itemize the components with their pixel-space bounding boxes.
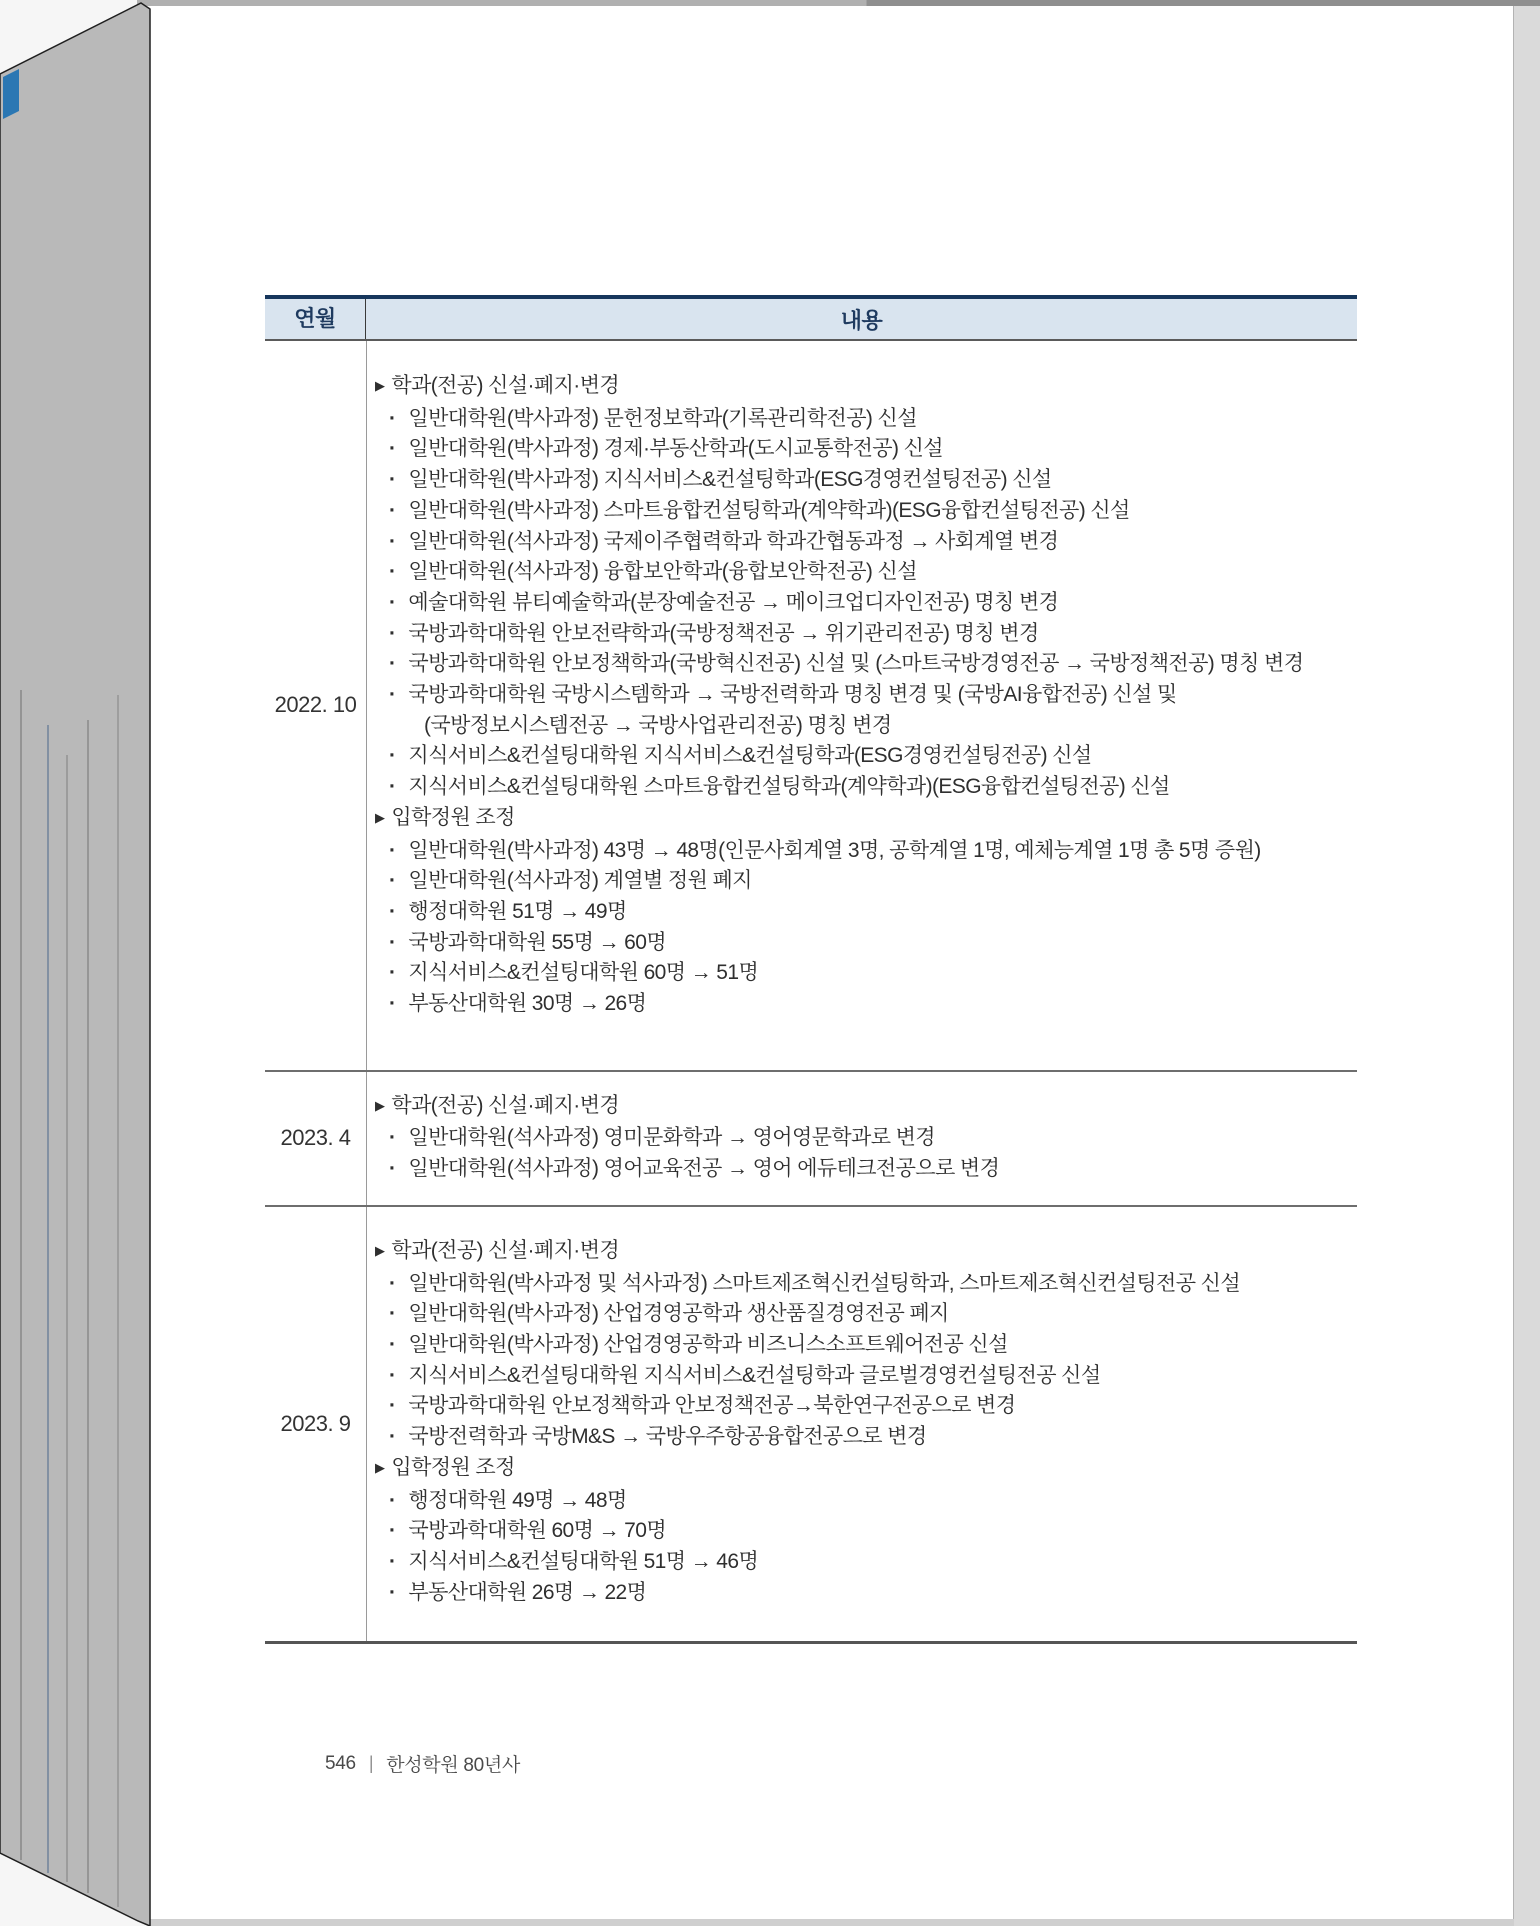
row-content xyxy=(366,341,1357,1070)
line-text: (국방정보시스템전공 → 국방사업관리전공) 명칭 변경 xyxy=(424,713,892,737)
content-line xyxy=(367,1516,1357,1547)
dot-bullet-icon: · xyxy=(389,1271,396,1295)
history-table xyxy=(265,295,1357,1644)
line-text: 일반대학원(박사과정) 지식서비스&컨설팅학과(ESG경영컨설팅전공) 신설 xyxy=(408,468,1052,492)
dot-bullet-icon: · xyxy=(389,468,396,492)
content-line xyxy=(367,1486,1357,1517)
table-row xyxy=(265,1070,1357,1205)
content-line xyxy=(367,1453,1357,1486)
line-text: 일반대학원(석사과정) 국제이주협력학과 학과간협동과정 → 사회계열 변경 xyxy=(408,529,1059,553)
triangle-bullet-icon: ▶ xyxy=(375,378,385,393)
content-line xyxy=(367,803,1357,836)
footer-page-number: 546 xyxy=(325,1752,356,1774)
dot-bullet-icon: · xyxy=(389,899,396,923)
triangle-bullet-icon: ▶ xyxy=(375,1097,385,1113)
content-line xyxy=(367,1269,1357,1300)
content-line xyxy=(367,1091,1357,1124)
line-text: 일반대학원(석사과정) 계열별 정원 폐지 xyxy=(408,869,752,893)
line-text: 지식서비스&컨설팅대학원 60명 → 51명 xyxy=(408,961,759,985)
dot-bullet-icon: · xyxy=(389,1488,396,1512)
line-text: 일반대학원(석사과정) 영어교육전공 → 영어 에듀테크전공으로 변경 xyxy=(408,1157,1000,1181)
dot-bullet-icon: · xyxy=(389,529,396,553)
table-header-row xyxy=(265,299,1357,341)
row-ym-label: 2023. 4 xyxy=(280,1125,351,1151)
dot-bullet-icon: · xyxy=(389,1394,396,1418)
content-line xyxy=(367,1154,1357,1185)
dot-bullet-icon: · xyxy=(389,1126,396,1150)
table-row xyxy=(265,341,1357,1070)
content-line xyxy=(367,958,1357,989)
dot-bullet-icon: · xyxy=(389,1157,396,1181)
line-text: 입학정원 조정 xyxy=(391,1455,515,1479)
dot-bullet-icon: · xyxy=(389,1580,396,1604)
line-text: 지식서비스&컨설팅대학원 스마트융합컨설팅학과(계약학과)(ESG융합컨설팅전공) 신설 xyxy=(408,775,1170,799)
content-line xyxy=(367,741,1357,772)
header-ym: 연월 xyxy=(265,299,366,339)
dot-bullet-icon: · xyxy=(389,590,396,614)
content-line xyxy=(367,527,1357,558)
content-line xyxy=(367,496,1357,527)
header-content: 내용 xyxy=(840,307,883,333)
content-line xyxy=(367,404,1357,435)
book-pages-graphic xyxy=(0,0,170,1926)
page-right-edge xyxy=(1513,6,1540,1926)
line-text: 국방과학대학원 60명 → 70명 xyxy=(408,1519,666,1543)
page-footer xyxy=(325,1750,520,1777)
triangle-bullet-icon: ▶ xyxy=(375,1242,385,1258)
content-line xyxy=(367,989,1357,1020)
page-top-edge xyxy=(137,0,1540,6)
dot-bullet-icon: · xyxy=(389,1302,396,1326)
line-text: 지식서비스&컨설팅대학원 지식서비스&컨설팅학과(ESG경영컨설팅전공) 신설 xyxy=(408,744,1092,768)
line-text: 부동산대학원 30명 → 26명 xyxy=(408,992,647,1016)
page-bottom-edge xyxy=(150,1919,1514,1926)
dot-bullet-icon: · xyxy=(389,621,396,645)
line-text: 행정대학원 51명 → 49명 xyxy=(408,899,627,923)
line-text: 일반대학원(박사과정) 산업경영공학과 비즈니스소프트웨어전공 신설 xyxy=(408,1332,1008,1356)
content-line xyxy=(367,772,1357,803)
content-line xyxy=(367,557,1357,588)
footer-book-title: 한성학원 80년사 xyxy=(386,1755,521,1776)
row-content xyxy=(366,1072,1357,1205)
dot-bullet-icon: · xyxy=(389,869,396,893)
line-text: 일반대학원(박사과정) 스마트융합컨설팅학과(계약학과)(ESG융합컨설팅전공) 신설 xyxy=(408,498,1130,522)
dot-bullet-icon: · xyxy=(389,961,396,985)
dot-bullet-icon: · xyxy=(389,775,396,799)
content-line xyxy=(367,1547,1357,1578)
bookmark-tab-icon xyxy=(3,69,19,119)
content-line xyxy=(367,1578,1357,1609)
dot-bullet-icon: · xyxy=(389,560,396,584)
content-line xyxy=(367,1422,1357,1453)
footer-separator: | xyxy=(368,1753,374,1773)
row-ym-label: 2023. 9 xyxy=(280,1411,351,1437)
content-line xyxy=(367,1330,1357,1361)
content-line xyxy=(367,928,1357,959)
triangle-bullet-icon: ▶ xyxy=(375,1459,385,1475)
dot-bullet-icon: · xyxy=(389,1363,396,1387)
line-text: 국방과학대학원 국방시스템학과 → 국방전력학과 명칭 변경 및 (국방AI융합전공) 신설 및 xyxy=(408,683,1177,707)
line-text: 일반대학원(석사과정) 영미문화학과 → 영어영문학과로 변경 xyxy=(408,1126,935,1150)
line-text: 지식서비스&컨설팅대학원 지식서비스&컨설팅학과 글로벌경영컨설팅전공 신설 xyxy=(408,1363,1101,1387)
line-text: 일반대학원(박사과정) 경제·부동산학과(도시교통학전공) 신설 xyxy=(408,437,943,461)
content-line xyxy=(367,619,1357,650)
dot-bullet-icon: · xyxy=(389,1549,396,1573)
line-text: 국방과학대학원 안보정책학과(국방혁신전공) 신설 및 (스마트국방경영전공 → 국방정책전공) 명칭 변경 xyxy=(408,652,1304,676)
content-line xyxy=(367,866,1357,897)
line-text: 국방과학대학원 안보정책학과 안보정책전공→북한연구전공으로 변경 xyxy=(408,1394,1016,1418)
dot-bullet-icon: · xyxy=(389,652,396,676)
content-line xyxy=(367,1236,1357,1269)
line-text: 입학정원 조정 xyxy=(391,805,515,829)
line-text: 지식서비스&컨설팅대학원 51명 → 46명 xyxy=(408,1549,759,1573)
content-line xyxy=(367,711,1357,742)
line-text: 일반대학원(박사과정) 산업경영공학과 생산품질경영전공 폐지 xyxy=(408,1302,949,1326)
line-text: 국방과학대학원 55명 → 60명 xyxy=(408,930,666,954)
line-text: 예술대학원 뷰티예술학과(분장예술전공 → 메이크업디자인전공) 명칭 변경 xyxy=(408,590,1059,614)
content-line xyxy=(367,897,1357,928)
line-text: 학과(전공) 신설·폐지·변경 xyxy=(391,1093,620,1117)
line-text: 국방과학대학원 안보전략학과(국방정책전공 → 위기관리전공) 명칭 변경 xyxy=(408,621,1039,645)
line-text: 일반대학원(박사과정) 문헌정보학과(기록관리학전공) 신설 xyxy=(408,406,917,430)
dot-bullet-icon: · xyxy=(389,437,396,461)
content-line xyxy=(367,836,1357,867)
content-line xyxy=(367,371,1357,404)
dot-bullet-icon: · xyxy=(389,838,396,862)
dot-bullet-icon: · xyxy=(389,1425,396,1449)
content-line xyxy=(367,434,1357,465)
line-text: 부동산대학원 26명 → 22명 xyxy=(408,1580,647,1604)
dot-bullet-icon: · xyxy=(389,744,396,768)
dot-bullet-icon: · xyxy=(389,406,396,430)
content-line xyxy=(367,1123,1357,1154)
content-line xyxy=(367,588,1357,619)
dot-bullet-icon: · xyxy=(389,930,396,954)
content-line xyxy=(367,1361,1357,1392)
line-text: 일반대학원(박사과정) 43명 → 48명(인문사회계열 3명, 공학계열 1명, 예체능계열 1명 총 5명 증원) xyxy=(408,838,1261,862)
triangle-bullet-icon: ▶ xyxy=(375,809,385,825)
dot-bullet-icon: · xyxy=(389,1519,396,1543)
dot-bullet-icon: · xyxy=(389,683,396,707)
line-text: 행정대학원 49명 → 48명 xyxy=(408,1488,627,1512)
line-text: 일반대학원(박사과정 및 석사과정) 스마트제조혁신컨설팅학과, 스마트제조혁신컨설팅전공 신설 xyxy=(408,1271,1241,1295)
line-text: 학과(전공) 신설·폐지·변경 xyxy=(391,1238,620,1262)
table-row xyxy=(265,1205,1357,1641)
line-text: 일반대학원(석사과정) 융합보안학과(융합보안학전공) 신설 xyxy=(408,560,917,584)
content-line xyxy=(367,465,1357,496)
content-line xyxy=(367,1299,1357,1330)
dot-bullet-icon: · xyxy=(389,498,396,522)
row-ym-label: 2022. 10 xyxy=(274,692,357,718)
content-line xyxy=(367,680,1357,711)
content-line xyxy=(367,1391,1357,1422)
table-body xyxy=(265,341,1357,1641)
dot-bullet-icon: · xyxy=(389,992,396,1016)
book-cover-edge xyxy=(0,3,150,1926)
line-text: 국방전력학과 국방M&S → 국방우주항공융합전공으로 변경 xyxy=(408,1425,927,1449)
line-text: 학과(전공) 신설·폐지·변경 xyxy=(391,374,620,397)
dot-bullet-icon: · xyxy=(389,1332,396,1356)
content-line xyxy=(367,649,1357,680)
row-content xyxy=(366,1207,1357,1641)
